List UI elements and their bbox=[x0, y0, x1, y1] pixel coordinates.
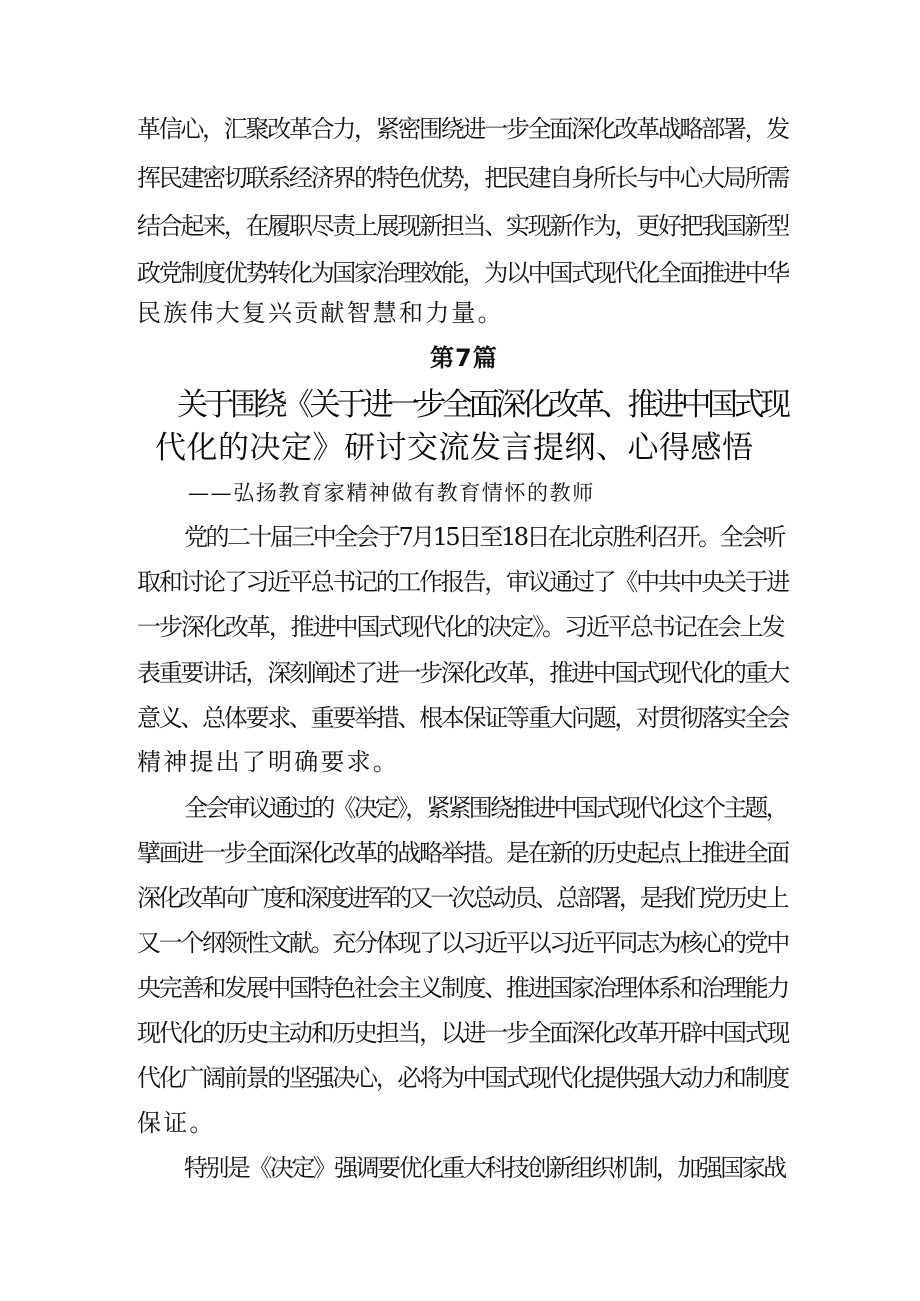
text-line: 民族伟大复兴贡献智慧和力量。 bbox=[137, 299, 504, 327]
text-line: 挥民建密切联系经济界的特色优势，把民建自身所长与中心大局所需 bbox=[137, 164, 788, 192]
text-line: 政党制度优势转化为国家治理效能，为以中国式现代化全面推进中华 bbox=[137, 259, 788, 287]
text-line: 一步深化改革，推进中国式现代化的决定》。习近平总书记在会上发 bbox=[137, 613, 784, 641]
title-line: 代化的决定》研讨交流发言提纲、心得感悟 bbox=[155, 430, 754, 466]
text-line: 党的二十届三中全会于7月15日至18日在北京胜利召开。全会听 bbox=[184, 523, 784, 551]
text-line: 结合起来，在履职尽责上展现新担当、实现新作为，更好把我国新型 bbox=[137, 212, 788, 240]
text-line: 全会审议通过的《决定》，紧紧围绕推进中国式现代化这个主题， bbox=[184, 794, 787, 822]
text-line: 现代化的历史主动和历史担当，以进一步全面深化改革开辟中国式现 bbox=[137, 1019, 788, 1047]
text-line: 深化改革向广度和深度进军的又一次总动员、总部署，是我们党历史上 bbox=[137, 884, 787, 912]
article-subtitle: ——弘扬教育家精神做有教育情怀的教师 bbox=[188, 481, 595, 505]
text-line: 保证。 bbox=[137, 1109, 216, 1137]
text-line: 代化广阔前景的坚强决心，必将为中国式现代化提供强大动力和制度 bbox=[137, 1064, 788, 1092]
title-line: 关于围绕《关于进一步全面深化改革、推进中国式现 bbox=[177, 387, 787, 423]
text-line: 精神提出了明确要求。 bbox=[137, 748, 399, 776]
text-line: 意义、总体要求、重要举措、根本保证等重大问题，对贯彻落实全会 bbox=[137, 704, 788, 732]
text-line: 特别是《决定》强调要优化重大科技创新组织机制，加强国家战 bbox=[184, 1154, 785, 1182]
text-line: 表重要讲话，深刻阐述了进一步深化改革，推进中国式现代化的重大 bbox=[137, 659, 788, 687]
text-line: 又一个纲领性文献。充分体现了以习近平以习近平同志为核心的党中 bbox=[137, 929, 788, 957]
text-line: 央完善和发展中国特色社会主义制度、推进国家治理体系和治理能力 bbox=[137, 974, 788, 1002]
section-number-label: 第7篇 bbox=[430, 344, 498, 372]
text-line: 革信心，汇聚改革合力，紧密围绕进一步全面深化改革战略部署，发 bbox=[137, 115, 788, 143]
text-line: 取和讨论了习近平总书记的工作报告，审议通过了《中共中央关于进 bbox=[137, 568, 788, 596]
text-line: 擘画进一步全面深化改革的战略举措。是在新的历史起点上推进全面 bbox=[137, 839, 788, 867]
